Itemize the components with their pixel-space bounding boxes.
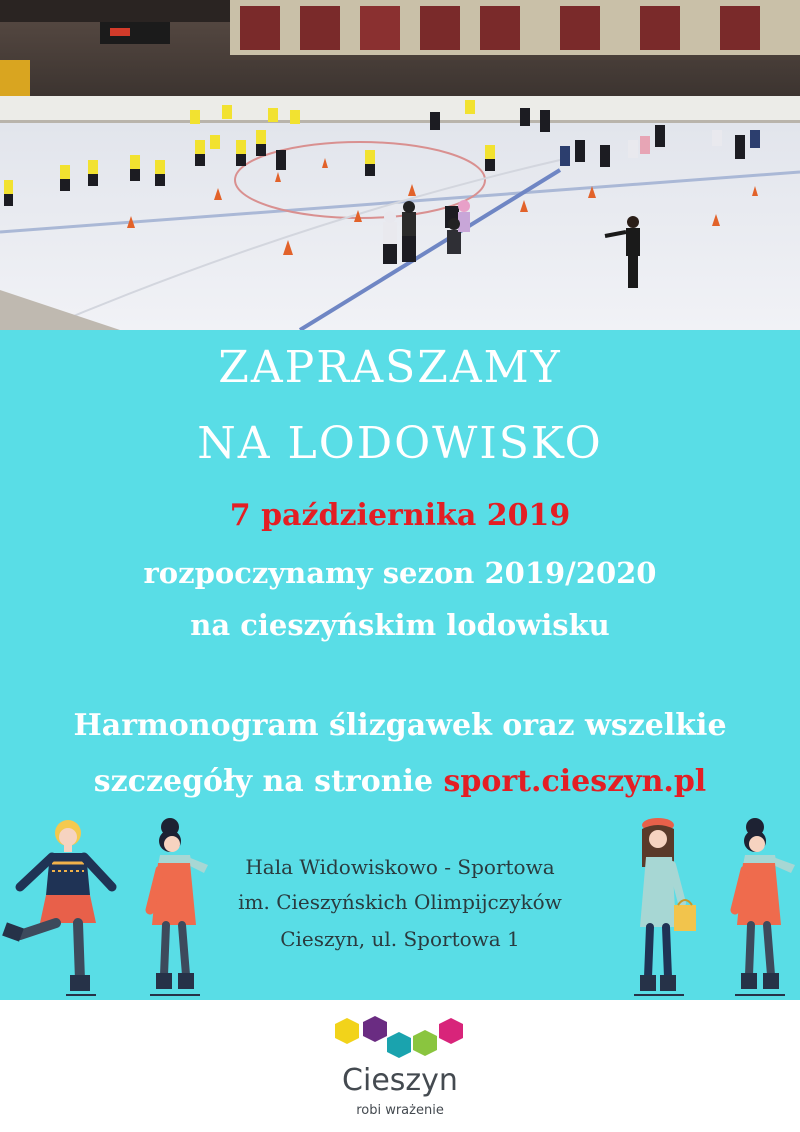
season-text: rozpoczynamy sezon 2019/2020: [143, 556, 657, 590]
website-link[interactable]: sport.cieszyn.pl: [443, 764, 707, 799]
headline-line-1: ZAPRASZAMY: [218, 342, 562, 393]
ice-rink-photo: [0, 0, 800, 330]
schedule-prefix: szczegóły na stronie: [93, 764, 444, 799]
girl-illustration-beret: [620, 815, 710, 1000]
headline-line-2: NA LODOWISKO: [197, 418, 603, 469]
venue-dedication: im. Cieszyńskich Olimpijczyków: [238, 890, 562, 914]
skater-illustration-left: [0, 815, 130, 1000]
logo-wordmark: Cieszyn: [342, 1063, 458, 1098]
venue-name: Hala Widowiskowo - Sportowa: [245, 855, 555, 879]
logo-tagline: robi wrażenie: [356, 1103, 444, 1118]
rink-text: na cieszyńskim lodowisku: [190, 608, 610, 642]
girl-illustration-orange-coat: [130, 815, 220, 1000]
girl-illustration-right: [715, 815, 800, 1000]
schedule-line-2: [0, 764, 800, 799]
cieszyn-logo-icon: [333, 1014, 467, 1064]
schedule-line-1: Harmonogram ślizgawek oraz wszelkie: [73, 708, 727, 743]
venue-address: Cieszyn, ul. Sportowa 1: [280, 927, 520, 951]
event-date: 7 października 2019: [229, 498, 571, 533]
